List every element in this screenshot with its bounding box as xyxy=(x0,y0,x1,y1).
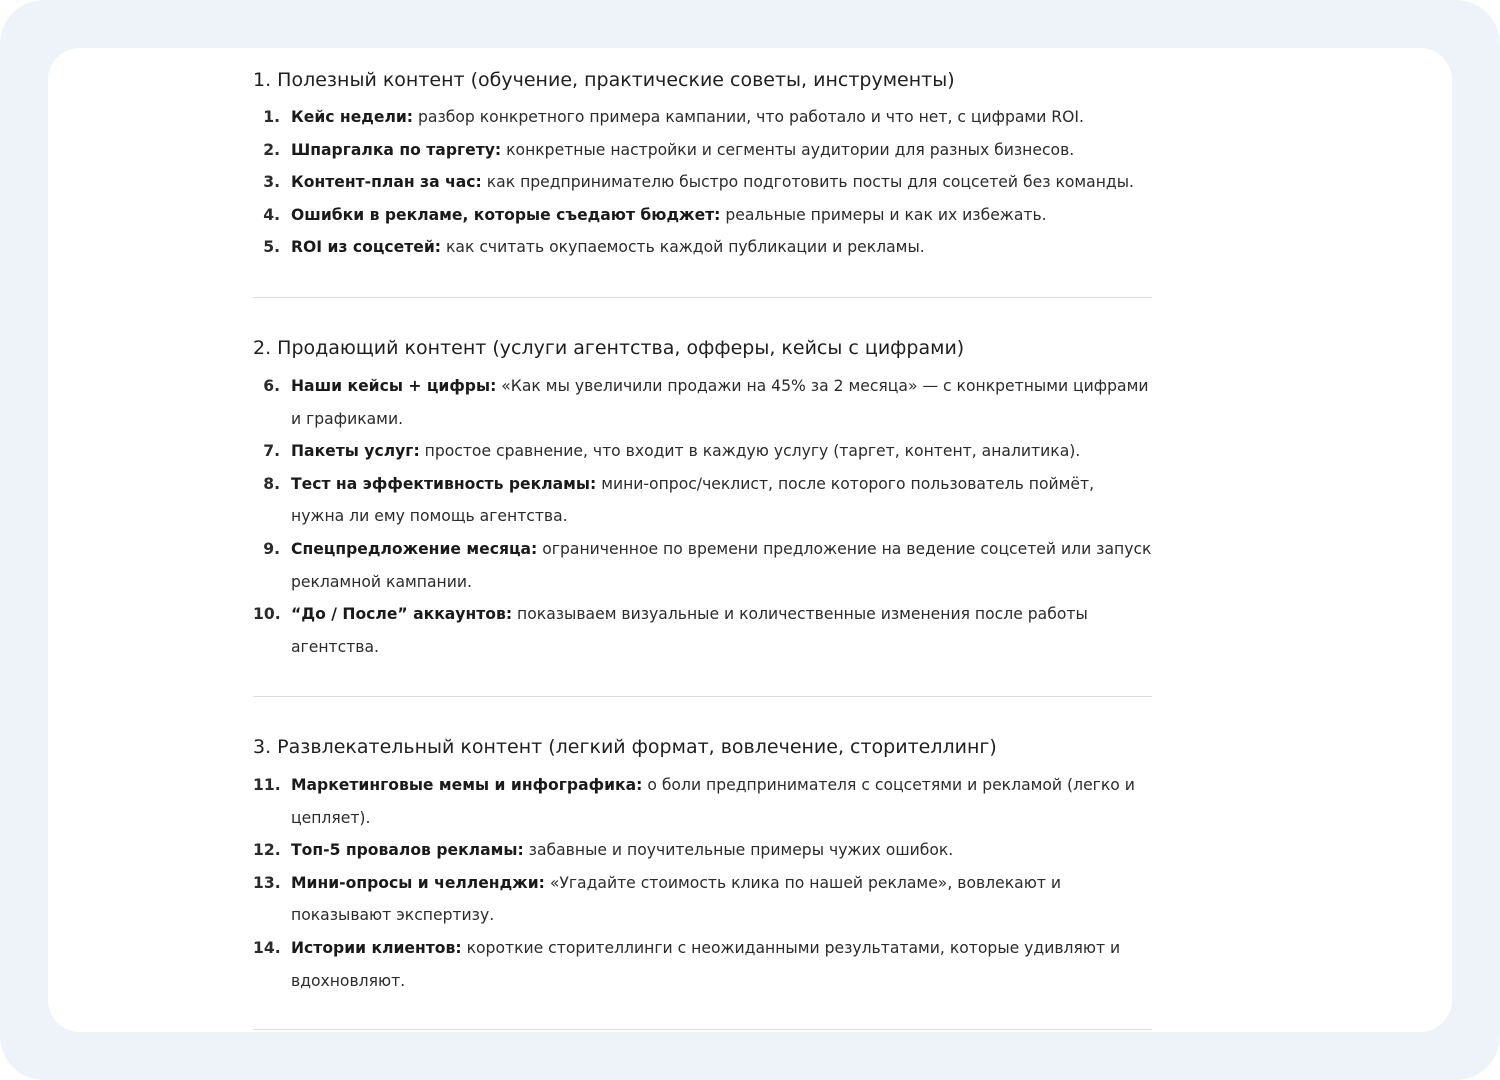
list-item xyxy=(253,932,1152,997)
item-text: как считать окупаемость каждой публикации и рекламы. xyxy=(441,238,925,257)
list-item xyxy=(253,598,1152,663)
list-item xyxy=(253,435,1152,468)
item-number: 6. xyxy=(263,377,280,395)
item-number: 2. xyxy=(263,140,280,159)
item-number: 4. xyxy=(263,205,280,224)
item-term: Кейс недели: xyxy=(291,108,414,126)
item-number: 13. xyxy=(253,873,281,892)
item-term: Истории клиентов: xyxy=(291,938,462,957)
item-term: Тест на эффективность рекламы: xyxy=(291,474,597,493)
item-text: «Угадайте стоимость клика по нашей рекламе», вовлекают и показывают экспертизу. xyxy=(291,873,1062,925)
item-text: короткие сторителлинги с неожиданными результатами, которые удивляют и вдохновляют. xyxy=(291,938,1121,990)
list-item xyxy=(253,101,1152,134)
item-text: ограниченное по времени предложение на ведение соцсетей или запуск рекламной кампании. xyxy=(291,539,1152,591)
section-divider xyxy=(253,696,1152,697)
item-term: Наши кейсы + цифры: xyxy=(291,377,497,395)
list-item xyxy=(253,166,1152,199)
item-term: “До / После” аккаунтов: xyxy=(291,605,513,624)
item-list xyxy=(253,370,1152,663)
item-number: 11. xyxy=(253,776,281,794)
list-item xyxy=(253,231,1152,264)
list-item xyxy=(253,370,1152,435)
item-text: реальные примеры и как их избежать. xyxy=(720,205,1047,224)
list-item xyxy=(253,199,1152,232)
content-card xyxy=(48,48,1452,1032)
item-number: 10. xyxy=(253,605,281,624)
list-item xyxy=(253,468,1152,533)
list-item xyxy=(253,533,1152,598)
list-item xyxy=(253,867,1152,932)
item-number: 9. xyxy=(263,539,280,558)
item-term: Пакеты услуг: xyxy=(291,442,420,461)
item-term: Мини-опросы и челленджи: xyxy=(291,873,545,892)
item-text: показываем визуальные и количественные изменения после работы агентства. xyxy=(291,605,1088,656)
item-list xyxy=(253,769,1152,997)
item-text: забавные и поучительные примеры чужих ошибок. xyxy=(523,841,954,860)
item-text: мини-опрос/чеклист, после которого пользователь поймёт, нужна ли ему помощь агентства. xyxy=(291,474,1095,526)
list-item xyxy=(253,834,1152,867)
item-term: Топ-5 провалов рекламы: xyxy=(291,841,524,860)
section-title: 3. Развлекательный контент (легкий формат, вовлечение, сторителлинг) xyxy=(253,736,997,758)
item-text: разбор конкретного примера кампании, что работало и что нет, с цифрами ROI. xyxy=(413,108,1084,126)
item-term: ROI из соцсетей: xyxy=(291,238,442,257)
section-title: 1. Полезный контент (обучение, практические советы, инструменты) xyxy=(253,69,955,91)
item-number: 5. xyxy=(263,238,280,257)
item-term: Ошибки в рекламе, которые съедают бюджет: xyxy=(291,205,721,224)
item-number: 1. xyxy=(263,108,280,126)
item-number: 7. xyxy=(263,442,280,461)
section-divider xyxy=(253,1029,1152,1030)
item-term: Спецпредложение месяца: xyxy=(291,539,538,558)
item-term: Контент-план за час: xyxy=(291,173,482,192)
section-title: 2. Продающий контент (услуги агентства, офферы, кейсы с цифрами) xyxy=(253,337,965,359)
item-text: как предпринимателю быстро подготовить посты для соцсетей без команды. xyxy=(481,173,1134,192)
item-list xyxy=(253,101,1152,264)
item-number: 12. xyxy=(253,841,281,860)
list-item xyxy=(253,769,1152,834)
item-number: 3. xyxy=(263,173,280,192)
item-number: 8. xyxy=(263,474,280,493)
item-text: о боли предпринимателя с соцсетями и рекламой (легко и цепляет). xyxy=(291,776,1135,827)
item-term: Маркетинговые мемы и инфографика: xyxy=(291,776,643,794)
item-text: конкретные настройки и сегменты аудитории для разных бизнесов. xyxy=(501,140,1075,159)
item-term: Шпаргалка по таргету: xyxy=(291,140,502,159)
item-text: «Как мы увеличили продажи на 45% за 2 месяца» — с конкретными цифрами и графиками. xyxy=(291,377,1149,428)
item-number: 14. xyxy=(253,938,281,957)
item-text: простое сравнение, что входит в каждую услугу (таргет, контент, аналитика). xyxy=(419,442,1081,461)
section-divider xyxy=(253,297,1152,298)
list-item xyxy=(253,134,1152,167)
